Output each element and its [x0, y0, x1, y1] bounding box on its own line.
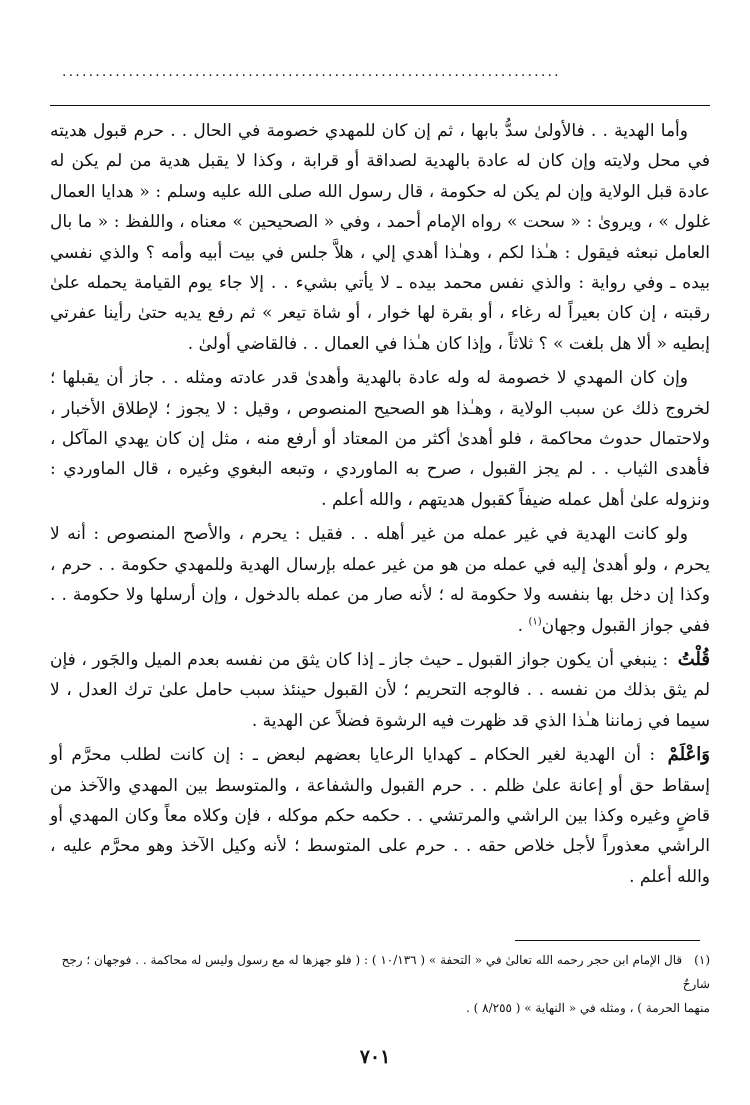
paragraph-gifts: وأما الهدية . . فالأولىٰ سدُّ بابها ، ثم إن كان للمهدي خصومة في الحال . . حرم قبول هديته في محل ولايته وإن كان له عادة بالهدية لصداقة أو قرابة ، وكذا لا يقبل هدية من لم يكن له عادة قبل الولاية وإن لم يكن له حكومة ، قال رسول الله صلى الله عليه وسلم : « هدايا العمال غلول » ، ويروىٰ : « سحت » رواه الإمام أحمد ، وفي « الصحيحين » معناه ، واللفظ : « ما بال العامل نبعثه فيقول : هـٰذا لكم ، وهـٰذا أهدي إلي ، هلاَّ جلس في بيت أبيه وأمه ؟ والذي نفسي بيده ـ وفي رواية : والذي نفس محمد بيده ـ لا يأتي بشيء . . إلا جاء يوم القيامة يحمله علىٰ رقبته ، إن كان بعيراً له رغاء ، أو بقرة لها خوار ، أو شاة تيعر » ثم رفع يديه حتىٰ رأينا عفرتي إبطيه « ألا هل بلغت » ؟ ثلاثاً ، وإذا كان هـٰذا في العمال . . فالقاضي أولىٰ .	[50, 121, 710, 354]
footnote-item	[50, 948, 710, 996]
paragraph-outside-jurisdiction	[50, 519, 710, 641]
paragraph-waalam	[50, 740, 710, 892]
footnote-rule	[515, 940, 700, 941]
paragraph-text: : أن الهدية لغير الحكام ـ كهدايا الرعايا بعضهم لبعض ـ : إن كانت لطلب محرَّم أو إسقاط حق أو إعانة علىٰ ظلم . . حرم القبول والشفاعة ، والمتوسط بين المهدي والآخذ من قاضٍ وغيره وكذا بين الراشي والمرتشي . . حكمه حكم موكله ، فإن وكلاه معاً وكان المهدي أو الراشي معذوراً لأجل خلاص حقه . . حرم على المتوسط ؛ لأنه وكيل الآخذ وهو محرَّم عليه ، والله أعلم .	[50, 745, 710, 887]
running-header-dots: ...........................................................................	[62, 64, 561, 80]
paragraph-end: .	[517, 615, 529, 636]
paragraph-qultu	[50, 645, 710, 736]
footnote-number: (١)	[694, 953, 710, 967]
paragraph-text: ولو كانت الهدية في غير عمله من غير أهله . . فقيل : يحرم ، والأصح المنصوص : أنه لا يحرم ، ولو أهدىٰ إليه في عمله من هو من غير عمله بإرسال الهدية وللمهدي حكومة . . حرم ، وكذا إن دخل بها بنفسه ولا حكومة له ؛ لأنه صار من عمله بالدخول ، وإن أرسلها ولا حكومة . . ففي جواز القبول وجهان	[50, 524, 710, 636]
header-rule	[50, 105, 710, 106]
paragraph-text: : ينبغي أن يكون جواز القبول ـ حيث جاز ـ إذا كان يثق من نفسه بعدم الميل والجَور ، فإن لم يثق بذلك من نفسه . . فالوجه التحريم ؛ لأن القبول حينئذ سبب حامل علىٰ ترك العدل ، لا سيما في زماننا هـٰذا الذي قد ظهرت فيه الرشوة فضلاً عن الهدية .	[50, 649, 710, 731]
footnote-reference: (١)	[528, 615, 542, 627]
footnotes	[50, 948, 710, 1020]
lead-word-waalam: وَاعْلَمْ	[667, 744, 710, 766]
main-text	[50, 116, 710, 892]
footnote-line: قال الإمام ابن حجر رحمه الله تعالىٰ في « التحفة » ( ١٠/١٣٦ ) : ( فلو جهزها له مع رسول وليس له محاكمة . . فوجهان ؛ رجح شارحٌ	[61, 953, 710, 991]
paragraph-customary-gift: وإن كان المهدي لا خصومة له وله عادة بالهدية وأهدىٰ قدر عادته ومثله . . جاز أن يقبلها ؛ لخروج ذلك عن سبب الولاية ، وهـٰذا هو الصحيح المنصوص ، وقيل : لا يجوز ؛ لإطلاق الأخبار ، ولاحتمال حدوث محاكمة ، فلو أهدىٰ أكثر من المعتاد أو أرفع منه ، مثل إن كان يهدي المآكل ، فأهدى الثياب . . لم يجز القبول ، صرح به الماوردي ، وتبعه البغوي وغيره ، قال الماوردي : ونزوله علىٰ أهل عمله ضيفاً كقبول هديتهم ، والله أعلم .	[50, 368, 710, 510]
lead-word-qultu: قُلْتُ	[677, 648, 710, 670]
page-number: ٧٠١	[359, 1046, 391, 1068]
footnote-line-continued: منهما الحرمة ) ، ومثله في « النهاية » ( ٨/٢٥٥ ) .	[466, 1001, 710, 1015]
